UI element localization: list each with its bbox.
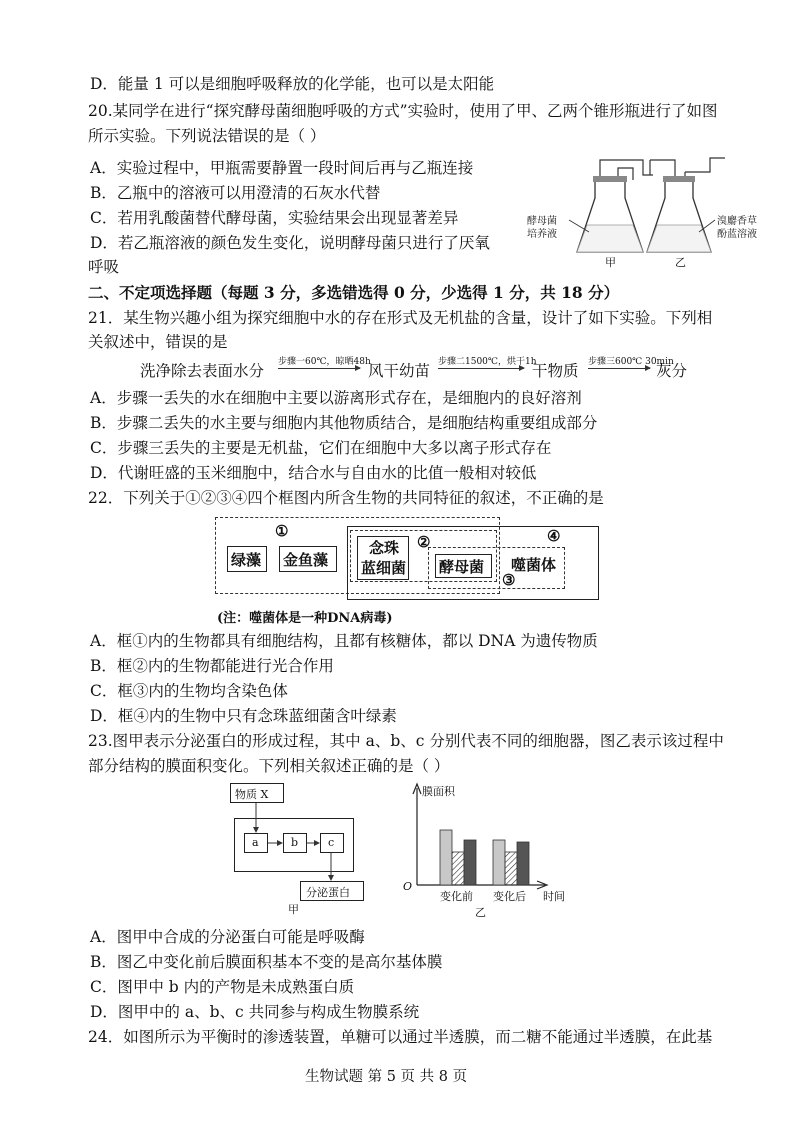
q23-stem-2: 部分结构的膜面积变化。下列相关叙述正确的是（ ） <box>88 757 450 775</box>
organism-lvzao: 绿藻 <box>231 551 262 569</box>
chart-tick-before: 变化前 <box>440 890 473 903</box>
organism-nianzhu-box <box>357 536 409 580</box>
process-flow <box>140 352 700 382</box>
q24-stem: 24．如图所示为平衡时的渗透装置，单糖可以通过半透膜，而二糖不能通过半透膜，在此基 <box>88 1028 713 1046</box>
bar-after-1 <box>493 840 505 885</box>
q23-stem-1: 23.图甲表示分泌蛋白的形成过程，其中 a、b、c 分别代表不同的细胞器，图乙表示该过程中 <box>88 732 724 750</box>
process-step-3: 干物质 <box>532 362 579 380</box>
process-step-1: 洗净除去表面水分 <box>140 362 265 380</box>
figure-jia-caption: 甲 <box>288 903 299 916</box>
flask-jia: 甲 <box>605 256 616 269</box>
q23-option-c: C．图甲中 b 内的产物是未成熟蛋白质 <box>90 978 355 996</box>
secreted-protein-label: 分泌蛋白 <box>306 886 350 899</box>
process-step-4: 灰分 <box>656 362 688 380</box>
flask-left-label-1: 酵母菌 <box>527 216 557 227</box>
process-arrow-1 <box>278 368 360 369</box>
figure-yi <box>395 780 575 920</box>
process-arrow-3 <box>588 368 650 369</box>
q23-option-d: D．图甲中的 a、b、c 共同参与构成生物膜系统 <box>90 1003 420 1021</box>
process-arrow-label-2: 步骤二1500℃，烘干1h <box>438 357 537 367</box>
q20-option-c: C．若用乳酸菌替代酵母菌，实验结果会出现显著差异 <box>90 209 459 227</box>
q21-stem-1: 21．某生物兴趣小组为探究细胞中水的存在形式及无机盐的含量，设计了如下实验。下列相 <box>88 309 713 327</box>
q20-stem-1: 20.某同学在进行“探究酵母菌细胞呼吸的方式”实验时，使用了甲、乙两个锥形瓶进行了如图 <box>88 102 718 120</box>
flask-figure <box>525 150 765 269</box>
secreted-protein-box <box>300 881 364 901</box>
flask-yi: 乙 <box>675 256 686 269</box>
process-arrow-label-1: 步骤一60℃，晾晒48h <box>278 357 371 367</box>
page-footer: 生物试题 第 5 页 共 8 页 <box>305 1069 468 1085</box>
q22-stem: 22．下列关于①②③④四个框图内所含生物的共同特征的叙述，不正确的是 <box>88 489 604 507</box>
flask-right-label-1: 溴麝香草 <box>717 216 757 227</box>
organism-jiaomu: 酵母菌 <box>439 558 485 576</box>
organelle-b-label: b <box>291 836 299 849</box>
organism-lvzao-box <box>227 546 267 572</box>
organism-boxes-figure <box>215 514 600 629</box>
organism-jinyuzao: 金鱼藻 <box>283 551 329 569</box>
q22-option-d: D．框④内的生物中只有念珠蓝细菌含叶绿素 <box>90 707 397 725</box>
chart-tick-after: 变化后 <box>493 890 526 903</box>
process-arrow-2 <box>438 368 524 369</box>
chart-origin: O <box>403 880 413 893</box>
bar-after-2 <box>505 852 517 885</box>
process-step-2: 风干幼苗 <box>368 362 431 380</box>
chart-ylabel: 膜面积 <box>422 785 455 798</box>
q23-option-a: A．图甲中合成的分泌蛋白可能是呼吸酶 <box>90 928 365 946</box>
flask-right-label-2: 酚蓝溶液 <box>717 229 757 240</box>
q22-option-b: B．框②内的生物都能进行光合作用 <box>90 657 334 675</box>
q22-option-c: C．框③内的生物均含染色体 <box>90 682 288 700</box>
frame-2-number: ② <box>417 533 431 551</box>
section-2-title: 二、不定项选择题（每题 3 分，多选错选得 0 分，少选得 1 分，共 18 分） <box>88 283 620 302</box>
q20-option-d-cont: 呼吸 <box>88 258 120 276</box>
q21-stem-2: 关叙述中，错误的是 <box>88 333 228 351</box>
bar-before-3 <box>464 840 476 885</box>
organism-shijun: 噬菌体 <box>511 556 557 574</box>
q21-option-a: A．步骤一丢失的水在细胞中主要以游离形式存在，是细胞内的良好溶剂 <box>90 389 582 407</box>
q20-option-a: A．实验过程中，甲瓶需要静置一段时间后再与乙瓶连接 <box>90 159 474 177</box>
flask-left-label-2: 培养液 <box>527 229 557 240</box>
organism-nianzhu-1: 念珠 <box>369 539 400 557</box>
q22-option-a: A．框①内的生物都具有细胞结构，且都有核糖体，都以 DNA 为遗传物质 <box>90 632 598 650</box>
bar-after-3 <box>517 842 529 885</box>
bar-before-2 <box>452 852 464 885</box>
organism-jinyuzao-box <box>279 546 337 572</box>
flask-diagram <box>525 150 765 265</box>
q21-option-d: D．代谢旺盛的玉米细胞中，结合水与自由水的比值一般相对较低 <box>90 464 537 482</box>
figure-jia <box>228 780 368 915</box>
q20-option-d: D．若乙瓶溶液的颜色发生变化，说明酵母菌只进行了厌氧 <box>90 234 490 252</box>
q21-option-c: C．步骤三丢失的主要是无机盐，它们在细胞中大多以离子形式存在 <box>90 439 552 457</box>
chart-xlabel: 时间 <box>543 890 565 903</box>
frame-1-number: ① <box>275 522 289 540</box>
frame-3-number: ③ <box>502 571 516 589</box>
q20-stem-2: 所示实验。下列说法错误的是（ ） <box>88 127 326 145</box>
q20-option-b: B．乙瓶中的溶液可以用澄清的石灰水代替 <box>90 184 381 202</box>
figure-yi-caption: 乙 <box>475 906 486 919</box>
bar-before-1 <box>440 830 452 885</box>
substance-x-label: 物质 X <box>235 788 269 801</box>
q21-option-b: B．步骤二丢失的水主要与细胞内其他物质结合，是细胞结构重要组成部分 <box>90 414 598 432</box>
frame-4-number: ④ <box>547 527 561 545</box>
process-arrow-label-3: 步骤三600℃ 30min <box>588 357 674 367</box>
organelle-c-label: c <box>328 836 335 849</box>
organelle-a-label: a <box>252 836 259 849</box>
organism-nianzhu-2: 蓝细菌 <box>361 559 407 577</box>
organism-jiaomu-box <box>435 554 492 578</box>
q19-option-d: D．能量 1 可以是细胞呼吸释放的化学能，也可以是太阳能 <box>90 75 495 93</box>
q23-option-b: B．图乙中变化前后膜面积基本不变的是高尔基体膜 <box>90 953 443 971</box>
boxes-note: (注：噬菌体是一种DNA病毒) <box>217 611 393 626</box>
